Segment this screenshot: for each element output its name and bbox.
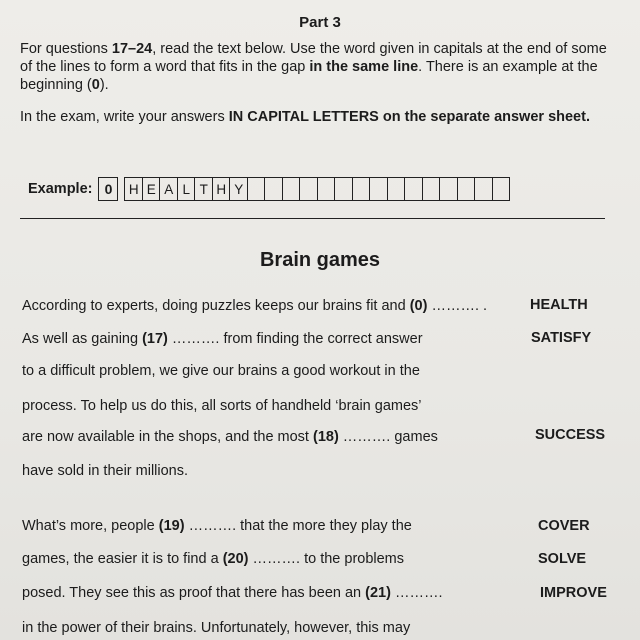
answer-letter-box: H	[213, 178, 231, 200]
answer-letter-box	[405, 178, 423, 200]
passage-line-text: ………. that the more they play the	[184, 518, 412, 534]
instr-text: ).	[99, 77, 109, 93]
passage-line-text: ………. .	[427, 298, 488, 314]
gap-number: (20)	[222, 551, 249, 567]
example-answer-boxes	[124, 177, 510, 201]
instructions-paragraph-2	[20, 108, 620, 126]
instructions-paragraph-1	[20, 40, 620, 94]
instr-emphasis: IN CAPITAL LETTERS on the separate answer sheet.	[228, 109, 590, 125]
passage-line-text: As well as gaining	[22, 331, 143, 347]
keyword-cover: COVER	[538, 518, 590, 534]
answer-letter-box	[388, 178, 406, 200]
passage-line	[22, 518, 622, 534]
answer-letter-box: T	[195, 178, 213, 200]
instr-text: , read the text below. Use the word given in capitals at the end of some of the lines to form a word that fits in the gap	[20, 41, 607, 75]
instr-text: In the exam, write your answers	[20, 109, 229, 125]
passage-line	[22, 585, 622, 601]
example-row	[28, 176, 510, 202]
answer-letter-box	[475, 178, 493, 200]
answer-letter-box: A	[160, 178, 178, 200]
text-title: Brain games	[259, 249, 381, 271]
passage-line-text: ………. from finding the correct answer	[167, 331, 423, 347]
answer-letter-box: L	[178, 178, 196, 200]
instr-question-range: 17–24	[111, 41, 153, 57]
passage-line	[22, 620, 622, 636]
instr-example-number: 0	[91, 77, 100, 93]
answer-letter-box	[423, 178, 441, 200]
answer-letter-box	[265, 178, 283, 200]
passage-line-text: posed. They see this as proof that there has been an	[22, 585, 366, 601]
passage-line-text: ……….	[390, 585, 443, 601]
answer-letter-box	[335, 178, 353, 200]
keyword-solve: SOLVE	[538, 551, 587, 567]
keyword-improve: IMPROVE	[540, 585, 607, 601]
instructions	[20, 40, 620, 140]
passage-line	[22, 551, 622, 567]
passage-line-text: ………. to the problems	[248, 551, 405, 567]
answer-letter-box	[353, 178, 371, 200]
answer-letter-box: E	[143, 178, 161, 200]
divider	[20, 218, 605, 219]
instr-emphasis: in the same line	[309, 59, 419, 75]
passage-line-text: have sold in their millions.	[22, 463, 189, 479]
passage-line-text: to a difficult problem, we give our brains a good workout in the	[22, 363, 420, 379]
gap-number: (18)	[312, 429, 339, 445]
gap-number: (17)	[142, 331, 168, 347]
passage-line-text: in the power of their brains. Unfortunately, however, this may	[22, 620, 411, 636]
example-label: Example:	[28, 181, 93, 197]
instr-text: . There is an example at the beginning (	[20, 59, 598, 93]
passage-line	[22, 429, 622, 445]
answer-letter-box	[283, 178, 301, 200]
answer-letter-box: Y	[230, 178, 248, 200]
example-number-box: 0	[98, 177, 118, 201]
gap-number: (0)	[409, 298, 428, 314]
answer-letter-box	[458, 178, 476, 200]
answer-letter-box: H	[125, 178, 143, 200]
answer-letter-box	[493, 178, 510, 200]
passage-line	[22, 363, 622, 379]
passage-line-text: are now available in the shops, and the most	[22, 429, 313, 445]
passage-line-text: process. To help us do this, all sorts of handheld ‘brain games’	[22, 398, 422, 414]
part-title: Part 3	[299, 14, 341, 31]
answer-letter-box	[318, 178, 336, 200]
gap-number: (21)	[365, 585, 391, 601]
passage-line-text: games, the easier it is to find a	[22, 551, 223, 567]
keyword-success: SUCCESS	[535, 427, 606, 443]
instr-text: For questions	[20, 41, 112, 57]
passage-line	[22, 398, 622, 414]
answer-letter-box	[248, 178, 266, 200]
gap-number: (19)	[158, 518, 185, 534]
keyword-satisfy: SATISFY	[531, 330, 592, 346]
keyword-health: HEALTH	[530, 297, 588, 313]
passage-line	[22, 463, 622, 479]
passage-line-text: According to experts, doing puzzles keeps our brains fit and	[22, 298, 410, 314]
passage-line-text: ………. games	[338, 429, 438, 445]
passage-line-text: What’s more, people	[22, 518, 159, 534]
answer-letter-box	[370, 178, 388, 200]
answer-letter-box	[300, 178, 318, 200]
answer-letter-box	[440, 178, 458, 200]
